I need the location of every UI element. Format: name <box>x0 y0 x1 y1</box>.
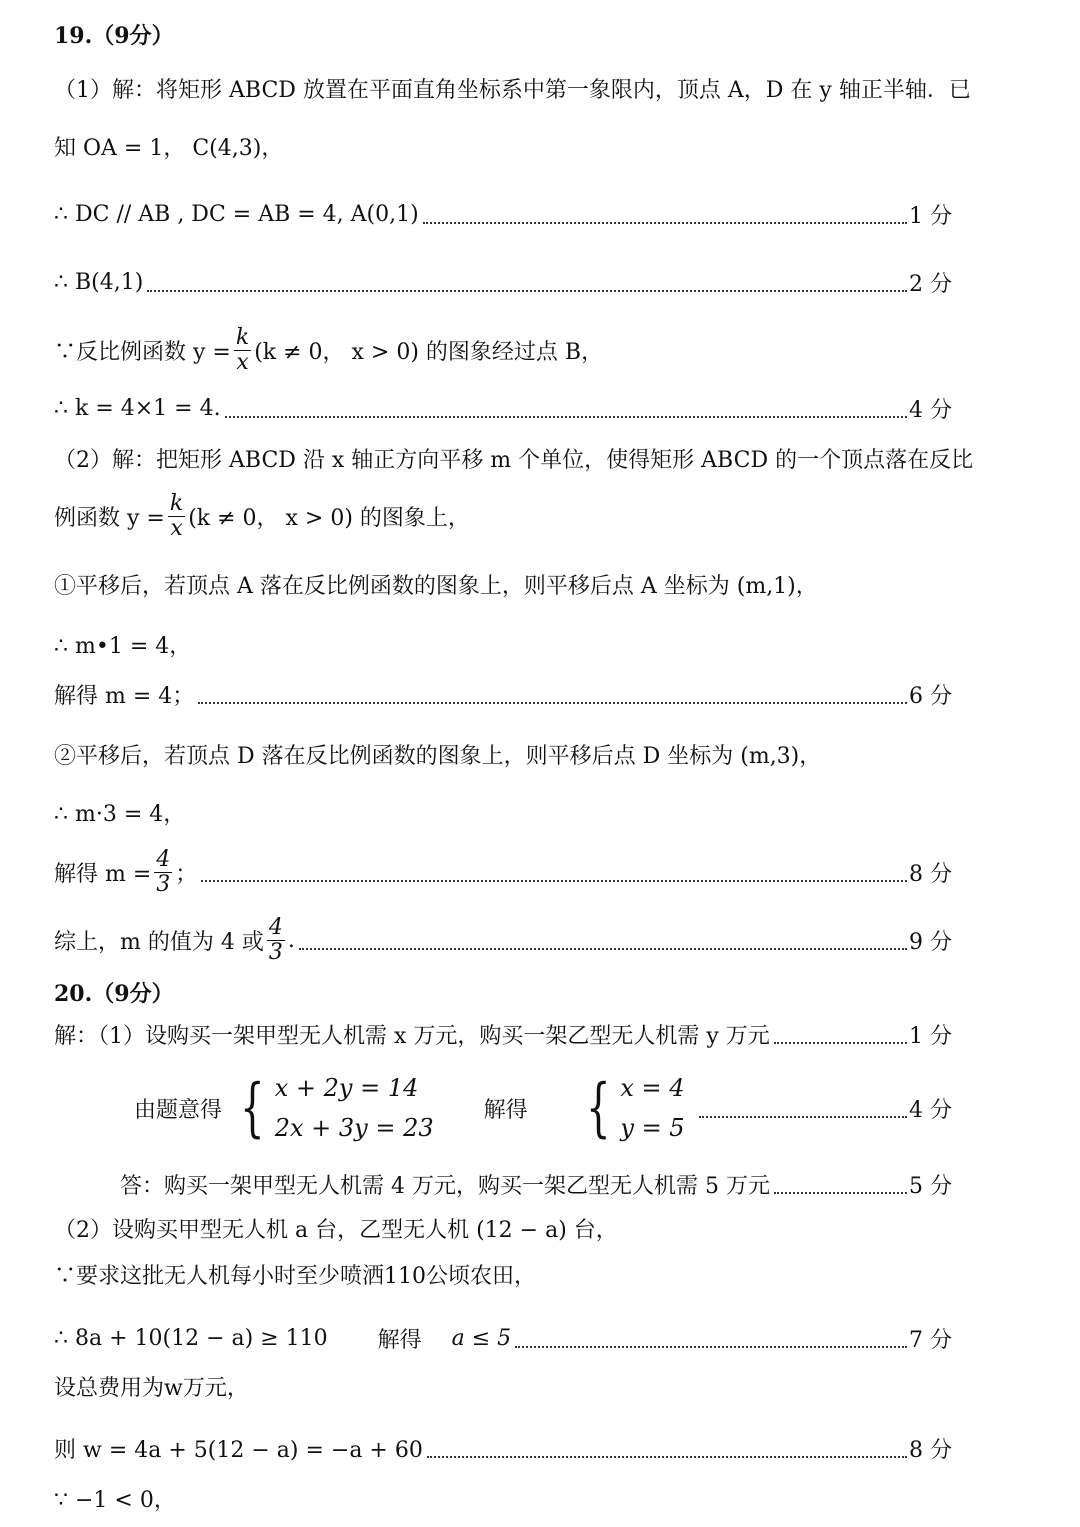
numerator: k <box>235 324 250 350</box>
q19-line-5 <box>54 324 952 375</box>
q19-line-15 <box>54 914 952 965</box>
score: 8 分 <box>909 1437 952 1463</box>
dotted-leader <box>515 1346 907 1348</box>
denominator: x <box>170 515 183 541</box>
q19-line-4 <box>54 262 952 302</box>
statement: ∴ B(4,1) <box>54 269 144 295</box>
text-mid: 解得 <box>483 1097 528 1123</box>
q19-line-8 <box>54 490 952 541</box>
q20-line-9: ∵ −1 < 0， <box>54 1487 176 1513</box>
q19-header: 19.（9分） <box>54 22 174 49</box>
q19-line-10: ∴ m•1 = 4， <box>54 633 192 659</box>
text-pre: ∵反比例函数 y = <box>54 339 231 365</box>
statement: 答：购买一架甲型无人机需 4 万元，购买一架乙型无人机需 5 万元 <box>120 1173 770 1199</box>
score: 4 分 <box>909 1097 952 1123</box>
dotted-leader <box>423 222 907 224</box>
left-brace: { <box>240 1071 265 1145</box>
equation-system <box>232 1068 434 1148</box>
text-pre: 解得 m = <box>54 861 152 887</box>
q19-line-12: ②平移后，若顶点 D 落在反比例函数的图象上，则平移后点 D 坐标为 (m,3)， <box>54 743 822 769</box>
statement: 解：（1）设购买一架甲型无人机需 x 万元，购买一架乙型无人机需 y 万元 <box>54 1023 770 1049</box>
q20-line-4: （2）设购买甲型无人机 a 台，乙型无人机 (12 − a) 台， <box>54 1217 618 1243</box>
dotted-leader <box>699 1116 907 1118</box>
text-post: . <box>287 927 295 953</box>
numerator: 4 <box>156 846 171 872</box>
score: 2 分 <box>909 271 952 297</box>
q19-line-6 <box>54 388 952 428</box>
q19-line-3 <box>54 194 952 234</box>
statement: ∴ DC // AB , DC = AB = 4, A(0,1) <box>54 201 419 227</box>
q20-header: 20.（9分） <box>54 980 174 1007</box>
score: 1 分 <box>909 1023 952 1049</box>
score: 9 分 <box>909 929 952 955</box>
text-pre: 由题意得 <box>134 1097 223 1123</box>
q19-line-1: （1）解：将矩形 ABCD 放置在平面直角坐标系中第一象限内，顶点 A，D 在 y 轴正半轴．已 <box>54 77 971 103</box>
numerator: 4 <box>268 914 283 940</box>
q20-line-7: 设总费用为w万元， <box>54 1375 249 1401</box>
denominator: x <box>236 349 249 375</box>
statement: ∴ 8a + 10(12 − a) ≥ 110 <box>54 1325 328 1351</box>
dotted-leader <box>427 1456 907 1458</box>
statement: 解得 m = 4； <box>54 683 195 709</box>
score: 5 分 <box>909 1173 952 1199</box>
q19-line-9: ①平移后，若顶点 A 落在反比例函数的图象上，则平移后点 A 坐标为 (m,1)， <box>54 573 818 599</box>
dotted-leader <box>299 948 907 950</box>
equation-2: 2x + 3y = 23 <box>274 1114 434 1142</box>
score: 6 分 <box>909 683 952 709</box>
text-pre: 综上，m 的值为 4 或 <box>54 929 264 955</box>
left-brace: { <box>585 1071 611 1145</box>
q20-line-1 <box>54 1014 952 1054</box>
q19-line-7: （2）解：把矩形 ABCD 沿 x 轴正方向平移 m 个单位，使得矩形 ABCD 的一个顶点落在反比 <box>54 447 974 473</box>
text-pre: 例函数 y = <box>54 505 165 531</box>
denominator: 3 <box>156 871 171 897</box>
dotted-leader <box>147 290 907 292</box>
equation-1: x + 2y = 14 <box>274 1074 419 1102</box>
dotted-leader <box>198 702 907 704</box>
score: 1 分 <box>909 203 952 229</box>
dotted-leader <box>774 1192 907 1194</box>
score: 4 分 <box>909 397 952 423</box>
solution-1: x = 4 <box>620 1074 685 1102</box>
dotted-leader <box>225 416 907 418</box>
q20-line-8 <box>54 1428 952 1468</box>
fraction <box>234 326 251 375</box>
q19-line-11 <box>54 674 952 714</box>
q20-line-5: ∵要求这批无人机每小时至少喷洒110公顷农田， <box>54 1263 536 1289</box>
text-mid: 解得 <box>377 1327 422 1353</box>
score: 8 分 <box>909 861 952 887</box>
text-post: (k ≠ 0， x > 0) 的图象经过点 B， <box>254 339 604 365</box>
text-post: (k ≠ 0， x > 0) 的图象上， <box>188 505 470 531</box>
q20-line-3 <box>120 1164 952 1204</box>
fraction <box>168 492 185 541</box>
result: a ≤ 5 <box>451 1325 512 1351</box>
statement: 则 w = 4a + 5(12 − a) = −a + 60 <box>54 1437 423 1463</box>
q20-line-6 <box>54 1318 952 1358</box>
q19-line-2: 知 OA = 1， C(4,3)， <box>54 135 284 161</box>
solution-system <box>578 1068 685 1148</box>
fraction <box>267 916 285 965</box>
q19-line-14 <box>54 846 952 897</box>
statement: ∴ k = 4×1 = 4. <box>54 395 221 421</box>
q20-line-2 <box>134 1066 952 1150</box>
dotted-leader <box>774 1042 907 1044</box>
q19-line-13: ∴ m·3 = 4， <box>54 801 186 827</box>
text-post: ； <box>175 861 198 887</box>
score: 7 分 <box>909 1327 952 1353</box>
dotted-leader <box>201 880 907 882</box>
denominator: 3 <box>268 939 283 965</box>
numerator: k <box>169 490 184 516</box>
fraction <box>154 848 172 897</box>
solution-2: y = 5 <box>620 1114 685 1142</box>
